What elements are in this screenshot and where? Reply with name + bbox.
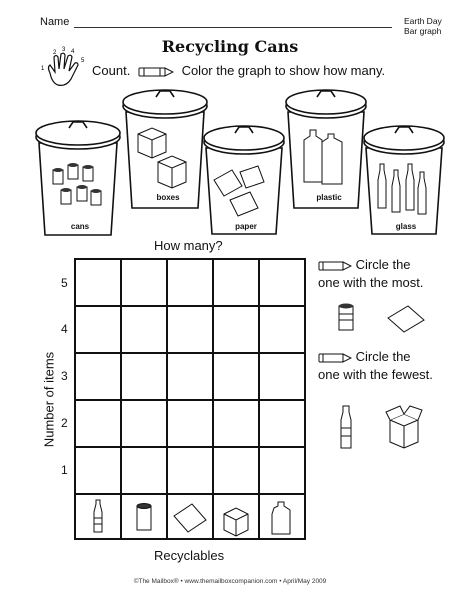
finger-number: 4: [71, 49, 75, 55]
y-tick: 4: [61, 322, 68, 336]
can-label-cans: cans: [63, 222, 97, 231]
finger-number: 2: [53, 50, 57, 56]
graph-question: How many?: [154, 238, 223, 253]
name-label: Name: [40, 16, 70, 28]
y-axis-title: Number of items: [41, 351, 57, 448]
hand-icon: [38, 45, 88, 91]
corner-skill: Bar graph: [404, 26, 442, 36]
box-icon: [224, 508, 248, 536]
crayon-icon: [318, 261, 352, 271]
can-label-plastic: plastic: [309, 193, 349, 202]
name-line[interactable]: [74, 27, 392, 28]
can-label-glass: glass: [389, 222, 423, 231]
corner-topic: Earth Day: [404, 16, 442, 26]
finger-number: 5: [81, 58, 85, 64]
crayon-icon: [318, 353, 352, 363]
task-fewest-line1: Circle the: [355, 349, 411, 364]
task-most-line1: Circle the: [355, 257, 411, 272]
instruction-count: Count.: [92, 63, 131, 78]
bar-graph-grid[interactable]: [74, 258, 306, 540]
instruction-color: Color the graph to show how many.: [181, 63, 386, 78]
y-tick: 1: [61, 463, 68, 477]
finger-number: 3: [62, 47, 66, 53]
y-tick: 3: [61, 369, 68, 383]
instruction: [92, 63, 385, 78]
y-tick: 5: [61, 276, 68, 290]
paper-icon[interactable]: [384, 304, 428, 334]
finger-number: 1: [41, 66, 45, 72]
tin-can-icon: [137, 504, 151, 531]
glass-bottle-icon[interactable]: [336, 404, 356, 450]
task-fewest-line2: one with the fewest.: [318, 367, 433, 382]
x-axis-title: Recyclables: [154, 548, 225, 563]
box-icon[interactable]: [384, 404, 424, 450]
page-title: Recycling Cans: [161, 37, 299, 56]
corner-note: [404, 16, 442, 36]
can-label-paper: paper: [228, 222, 264, 231]
footer-credit: ©The Mailbox® • www.themailboxcompanion.com • April/May 2009: [133, 578, 327, 585]
tin-can-icon[interactable]: [336, 302, 356, 332]
can-label-boxes: boxes: [149, 193, 187, 202]
task-most-line2: one with the most.: [318, 275, 424, 290]
task-most: [318, 256, 458, 292]
crayon-icon: [138, 67, 174, 77]
y-tick: 2: [61, 416, 68, 430]
task-fewest: [318, 348, 458, 384]
